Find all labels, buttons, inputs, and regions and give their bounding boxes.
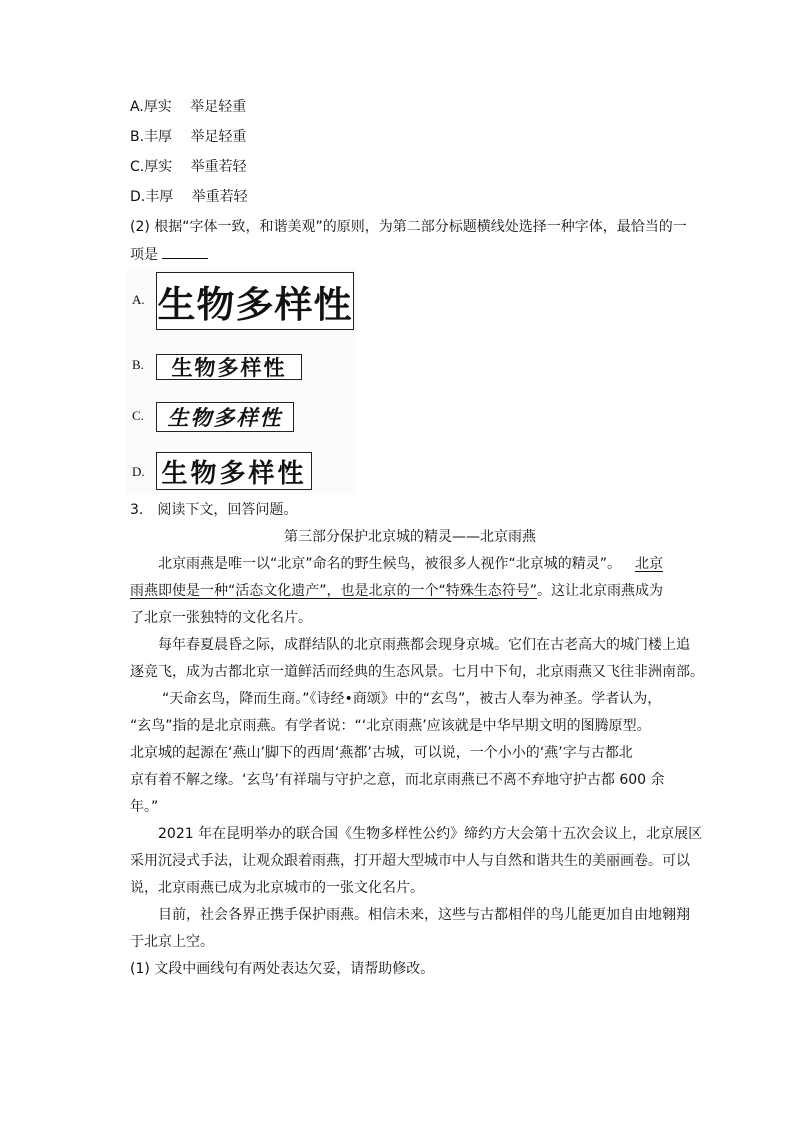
- question-2-line1: (2) 根据“字体一致，和谐美观”的原则，为第二部分标题横线处选择一种字体，最恰当的一: [130, 219, 687, 235]
- option-a: [130, 97, 246, 117]
- font-option-letter-a: A.: [132, 292, 145, 307]
- question-3-intro: 3. 阅读下文，回答问题。: [130, 502, 298, 518]
- option-text: 丰厚 举足轻重: [144, 129, 247, 145]
- paragraph-5-line1: 目前，社会各界正携手保护雨燕。相信未来，这些与古都相伴的鸟儿能更加自由地翱翔: [158, 907, 690, 923]
- question-2-stem: 项是: [130, 247, 158, 263]
- font-sample-a-text: 生物多样性: [157, 282, 353, 326]
- paragraph-3-line5: 年。”: [130, 799, 159, 815]
- option-d: [130, 187, 248, 207]
- font-option-letter-b: B.: [132, 357, 144, 372]
- option-letter: A.: [130, 99, 144, 115]
- sub-question-1: (1) 文段中画线句有两处表达欠妥，请帮助修改。: [130, 961, 435, 977]
- option-text: 厚实 举足轻重: [143, 99, 247, 115]
- font-options-panel: [126, 268, 356, 494]
- option-c: [130, 157, 247, 177]
- p1-text: 北京雨燕是唯一以“北京”命名的野生候鸟，被很多人视作“北京城的精灵”。: [158, 556, 622, 572]
- underlined-sentence-part2: 雨燕即使是一种“活态文化遗产”，也是北京的一个“特殊生态符号”: [130, 583, 538, 599]
- option-letter: C.: [130, 159, 145, 175]
- font-sample-b-text: 生物多样性: [171, 356, 287, 380]
- option-letter: D.: [130, 189, 146, 205]
- font-option-letter-c: C.: [132, 408, 144, 423]
- paragraph-3-line1: “天命玄鸟，降而生商。”《诗经•商颂》中的“玄鸟”，被古人奉为神圣。学者认为，: [162, 691, 662, 707]
- paragraph-3-line3: 北京城的起源在‘燕山’脚下的西周‘燕都’古城，可以说，一个小小的‘燕’字与古都北: [130, 745, 633, 761]
- option-b: [130, 127, 247, 147]
- paragraph-4-line3: 说，北京雨燕已成为北京城市的一张文化名片。: [130, 880, 424, 896]
- font-sample-c: [156, 402, 294, 432]
- question-2-line2: [130, 244, 208, 265]
- paragraph-2-line1: 每年春夏晨昏之际，成群结队的北京雨燕都会现身京城。它们在古老高大的城门楼上追: [158, 637, 690, 653]
- font-sample-d: [156, 452, 312, 490]
- paragraph-2-line2: 逐竞飞，成为古都北京一道鲜活而经典的生态风景。七月中下旬，北京雨燕又飞往非洲南部。: [130, 664, 704, 680]
- paragraph-1-line2: [130, 581, 663, 601]
- paragraph-1-line1: [158, 554, 663, 574]
- paragraph-5-line2: 于北京上空。: [130, 934, 214, 950]
- font-option-letter-d: D.: [132, 464, 145, 479]
- font-sample-b: [156, 354, 302, 380]
- paragraph-1-line3: 了北京一张独特的文化名片。: [130, 610, 312, 626]
- font-sample-d-text: 生物多样性: [161, 458, 307, 489]
- paragraph-4-line1: 2021 年在昆明举办的联合国《生物多样性公约》缔约方大会第十五次会议上，北京展区: [158, 826, 703, 842]
- option-text: 丰厚 举重若轻: [145, 189, 248, 205]
- paragraph-4-line2: 采用沉浸式手法，让观众跟着雨燕，打开超大型城市中人与自然和谐共生的美丽画卷。可以: [130, 853, 690, 869]
- answer-blank: [162, 244, 208, 259]
- font-sample-c-text: 生物多样性: [167, 405, 283, 430]
- option-text: 厚实 举重若轻: [144, 159, 247, 175]
- paragraph-3-line2: “玄鸟”指的是北京雨燕。有学者说：“‘北京雨燕’应该就是中华早期文明的图腾原型。: [130, 718, 651, 734]
- option-letter: B.: [130, 129, 145, 145]
- font-sample-a: [156, 272, 354, 330]
- p1-text-cont: 。这让北京雨燕成为: [537, 583, 664, 599]
- section-title: 第三部分保护北京城的精灵——北京雨燕: [284, 529, 536, 545]
- underlined-sentence-part1: 北京: [635, 556, 664, 572]
- paragraph-3-line4: 京有着不解之缘。‘玄鸟’有祥瑞与守护之意，而北京雨燕已不离不弃地守护古都 600 余: [130, 772, 665, 788]
